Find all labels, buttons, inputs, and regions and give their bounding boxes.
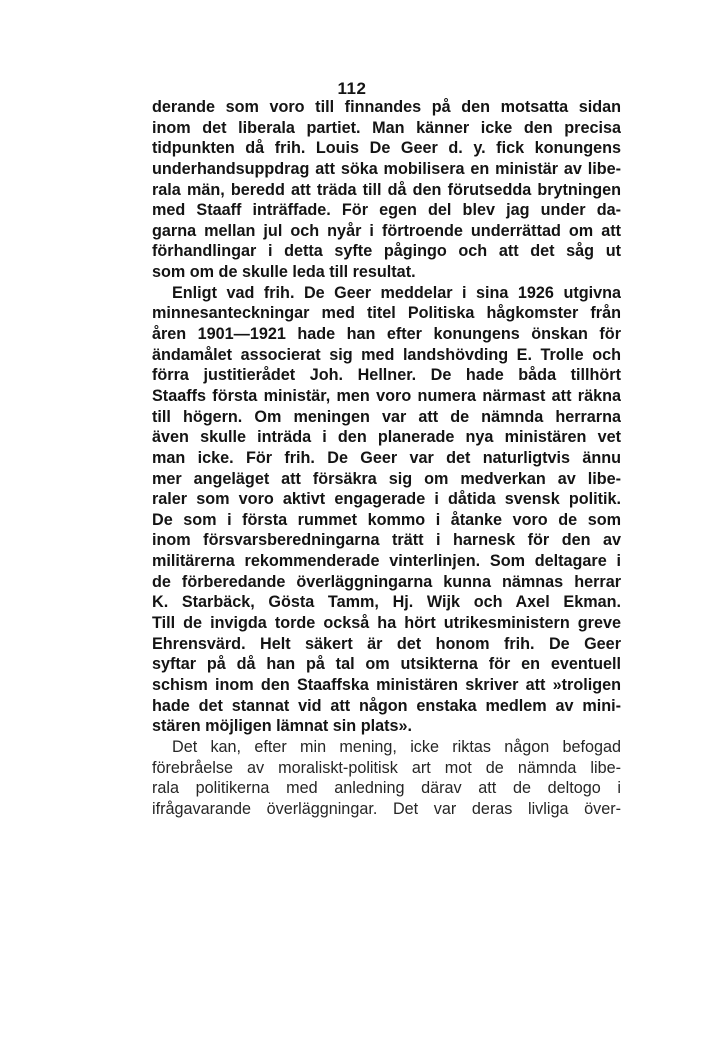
text-line: hade det stannat vid att någon enstaka medlem av mini-	[152, 696, 621, 715]
text-line: med Staaff inträffade. För egen del blev jag under da-	[152, 201, 621, 220]
paragraph-end-line: som om de skulle leda till resultat.	[152, 263, 416, 282]
text-line: syftar på då han på tal om utsikterna för en eventuell	[152, 655, 621, 674]
text-line: förhandlingar i detta syfte pågingo och att det såg ut	[152, 242, 621, 261]
text-line: Ehrensvärd. Helt säkert är det honom frih. De Geer	[152, 634, 621, 653]
page-number: 112	[337, 79, 367, 98]
text-line: militärerna rekommenderade vinterlinjen. Som deltagare i	[152, 552, 621, 571]
paragraph-start-line: Enligt vad frih. De Geer meddelar i sina 1926 utgivna	[172, 283, 621, 302]
text-line: de förberedande överläggningarna kunna nämnas herrar	[152, 572, 621, 591]
text-line: minnesanteckningar med titel Politiska hågkomster från	[152, 304, 621, 323]
text-line: mer angeläget att försäkra sig om medverkan av libe-	[152, 469, 621, 488]
text-line: raler som voro aktivt engagerade i dåtida svensk politik.	[152, 490, 621, 509]
paragraph-end-line: stären möjligen lämnat sin plats».	[152, 717, 412, 736]
text-line: inom det liberala partiet. Man känner icke den precisa	[152, 118, 621, 137]
text-line: förra justitierådet Joh. Hellner. De hade båda tillhört	[152, 366, 621, 385]
text-line: underhandsuppdrag att söka mobilisera en ministär av libe-	[152, 159, 621, 178]
text-line: man icke. För frih. De Geer var det naturligtvis ännu	[152, 448, 621, 467]
text-line: Till de invigda torde också ha hört utrikesministern greve	[152, 614, 621, 633]
text-line: schism inom den Staaffska ministären skriver att »troligen	[152, 675, 621, 694]
text-line: till högern. Om meningen var att de nämnda herrarna	[152, 407, 621, 426]
text-line: De som i första rummet kommo i åtanke voro de som	[152, 510, 621, 529]
text-line: förebråelse av moraliskt-politisk art mot de nämnda libe-	[152, 758, 621, 777]
text-line: derande som voro till finnandes på den motsatta sidan	[152, 98, 621, 116]
text-line: även skulle inträda i den planerade nya ministären vet	[152, 428, 621, 447]
text-line: tidpunkten då frih. Louis De Geer d. y. fick konungens	[152, 139, 621, 158]
text-line: rala män, beredd att träda till då den förutsedda brytningen	[152, 180, 621, 199]
text-line: inom försvarsberedningarna trätt i harnesk för den av	[152, 531, 621, 550]
text-line: Staaffs första ministär, men voro numera närmast att räkna	[152, 386, 621, 405]
text-line: rala politikerna med anledning därav att de deltogo i	[152, 779, 621, 798]
text-line: åren 1901—1921 hade han efter konungens önskan för	[152, 325, 621, 344]
body-text	[152, 97, 621, 819]
text-line: K. Starbäck, Gösta Tamm, Hj. Wijk och Axel Ekman.	[152, 593, 621, 612]
text-line: ändamålet associerat sig med landshövding E. Trolle och	[152, 345, 621, 364]
paragraph-start-line: Det kan, efter min mening, icke riktas någon befogad	[172, 737, 621, 756]
text-line: ifrågavarande överläggningar. Det var deras livliga över-	[152, 799, 621, 818]
text-line: garna mellan jul och nyår i förtroende underrättad om att	[152, 221, 621, 240]
